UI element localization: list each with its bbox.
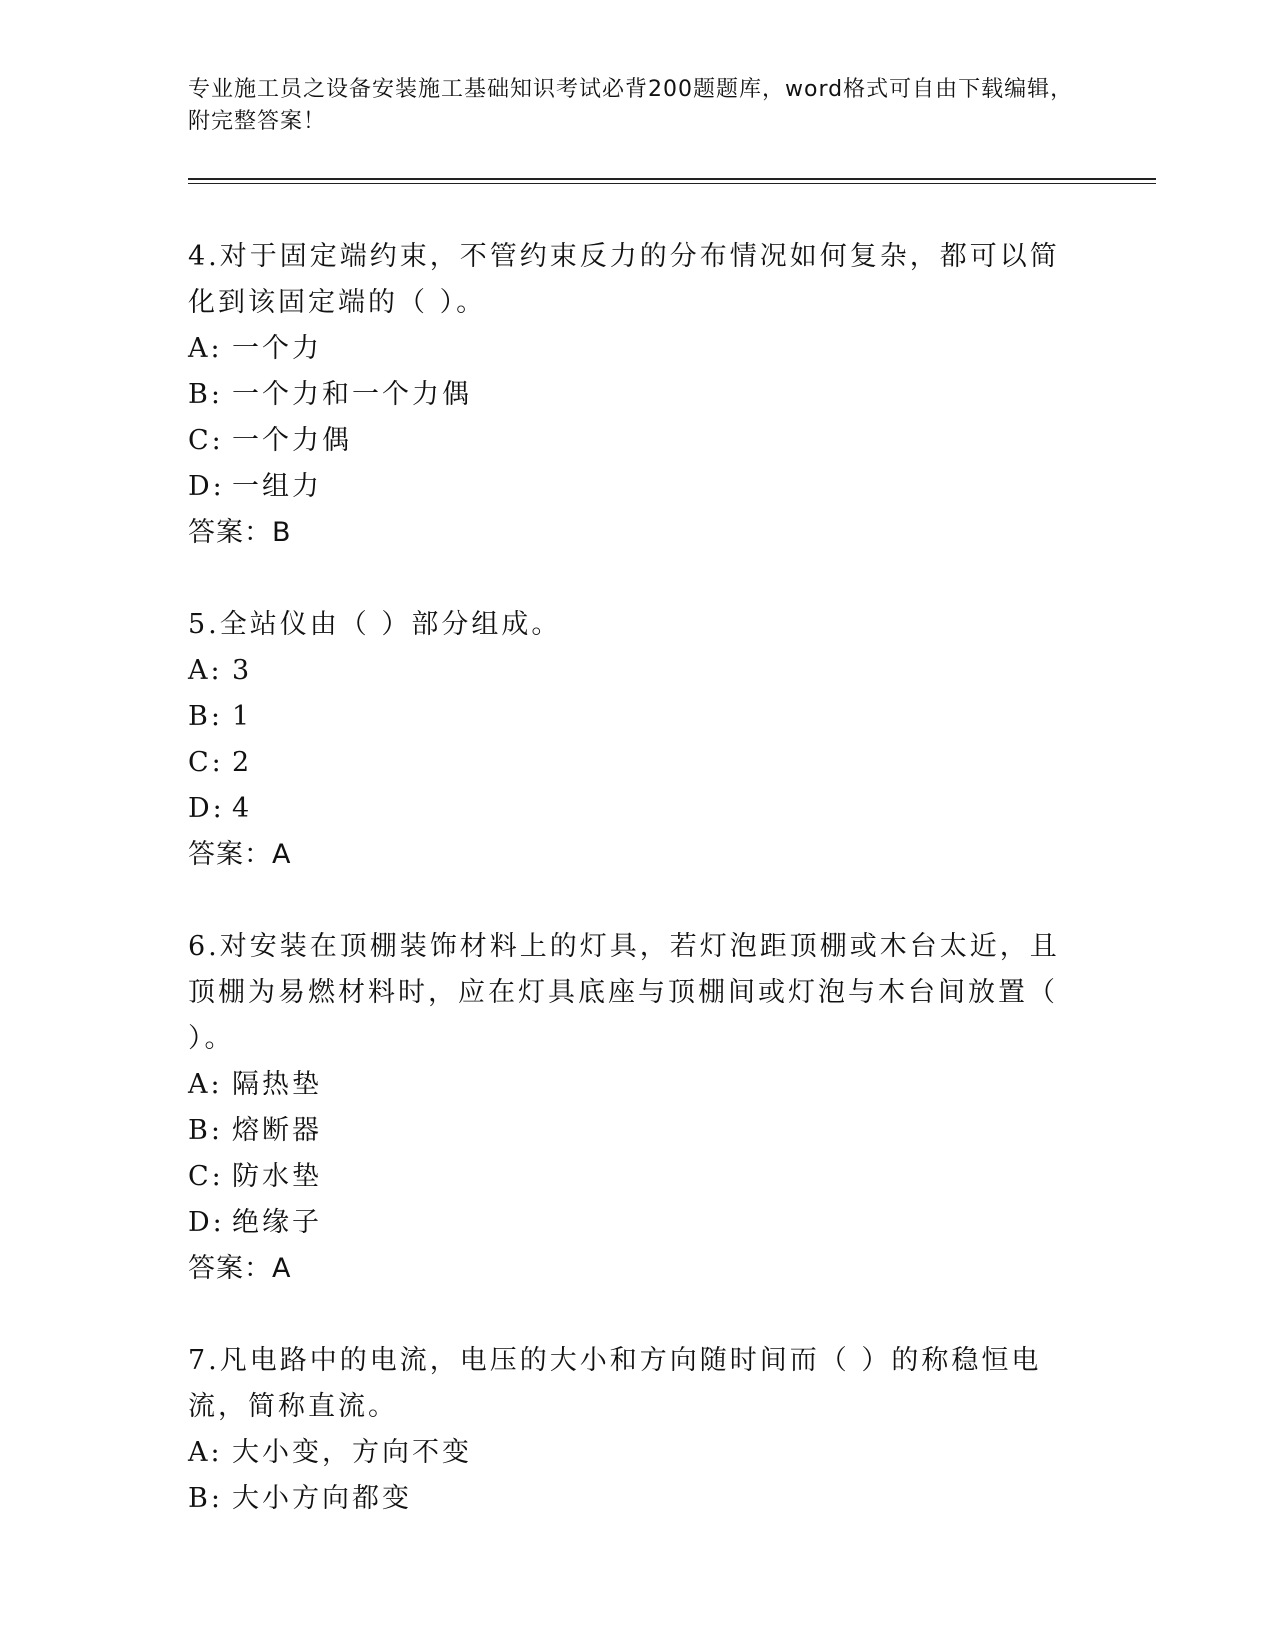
option-text: 防水垫 [232,1161,322,1192]
question-list [188,234,1088,1568]
option-a [188,326,1088,372]
option-letter: B: [188,701,223,732]
option-text: 2 [232,747,253,778]
option-text: 一个力偶 [232,425,352,456]
option-letter: B: [188,1483,223,1514]
option-text: 3 [232,655,253,686]
option-d [188,1200,1088,1246]
question-text: 5.全站仪由（ ）部分组成。 [188,609,562,640]
option-b [188,1108,1088,1154]
question-text: 7.凡电路中的电流，电压的大小和方向随时间而（ ）的称稳恒电流，简称直流。 [188,1345,1042,1422]
option-letter: D: [188,1207,225,1238]
option-letter: D: [188,471,225,502]
header-divider-thin [188,183,1156,184]
option-text: 一组力 [232,471,322,502]
question-4 [188,234,1088,556]
option-text: 熔断器 [232,1115,322,1146]
option-letter: B: [188,1115,223,1146]
header-divider-thick [188,178,1156,180]
answer-label: 答案：B [188,517,292,548]
option-letter: C: [188,747,224,778]
option-letter: A: [188,1069,223,1100]
option-letter: C: [188,1161,224,1192]
option-b [188,372,1088,418]
option-c [188,1154,1088,1200]
option-text: 一个力和一个力偶 [232,379,472,410]
option-b [188,694,1088,740]
option-letter: A: [188,333,223,364]
option-text: 大小方向都变 [232,1483,412,1514]
option-a [188,648,1088,694]
option-text: 一个力 [232,333,322,364]
answer-label: 答案：A [188,1253,292,1284]
option-letter: A: [188,655,223,686]
option-d [188,464,1088,510]
option-letter: D: [188,793,225,824]
question-5 [188,602,1088,878]
answer-label: 答案：A [188,839,292,870]
option-c [188,740,1088,786]
option-a [188,1430,1088,1476]
document-header: 专业施工员之设备安装施工基础知识考试必背200题题库，word格式可自由下载编辑，附完整答案！ [188,77,1074,134]
question-text: 4.对于固定端约束，不管约束反力的分布情况如何复杂，都可以简化到该固定端的（ ）。 [188,241,1060,318]
question-text: 6.对安装在顶棚装饰材料上的灯具，若灯泡距顶棚或木台太近，且顶棚为易燃材料时，应在灯具底座与顶棚间或灯泡与木台间放置（ ）。 [188,931,1060,1054]
option-a [188,1062,1088,1108]
option-text: 隔热垫 [232,1069,322,1100]
option-letter: B: [188,379,223,410]
option-text: 4 [232,793,253,824]
question-7 [188,1338,1088,1522]
option-c [188,418,1088,464]
question-6 [188,924,1088,1292]
option-b [188,1476,1088,1522]
option-text: 1 [232,701,253,732]
option-letter: A: [188,1437,223,1468]
option-d [188,786,1088,832]
option-text: 大小变，方向不变 [232,1437,472,1468]
option-text: 绝缘子 [232,1207,322,1238]
option-letter: C: [188,425,224,456]
